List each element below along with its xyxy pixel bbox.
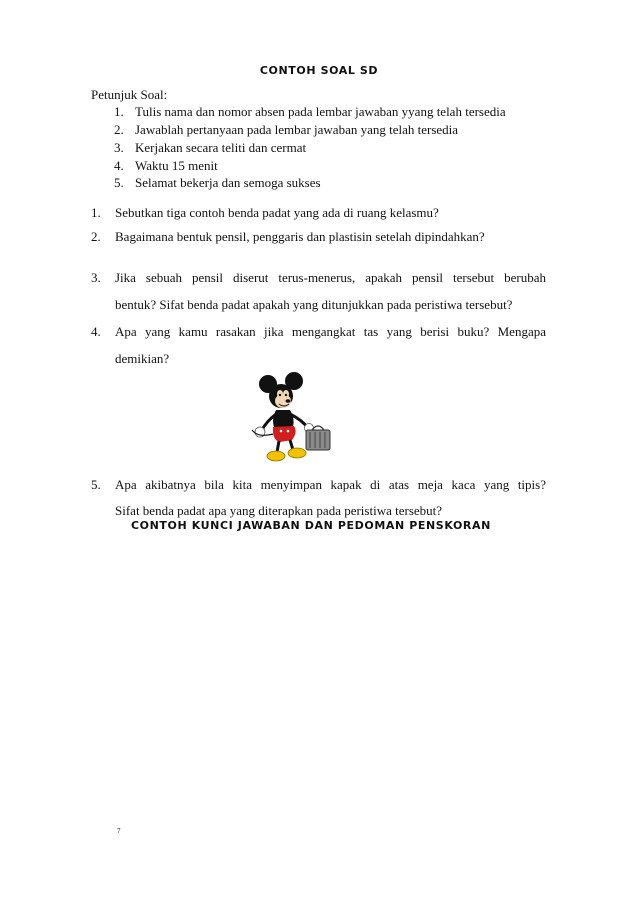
question-text-continued: bentuk? Sifat benda padat apakah yang ditunjukkan pada peristiwa tersebut?	[115, 297, 513, 312]
page-title: CONTOH SOAL SD	[259, 64, 379, 77]
instruction-number: 4.	[114, 158, 124, 173]
instruction-number: 1.	[114, 104, 124, 119]
instruction-number: 3.	[114, 140, 124, 155]
question-text: Apa akibatnya bila kita menyimpan kapak di atas meja kaca yang tipis?	[115, 477, 546, 492]
mickey-mouse-carrying-bag-icon	[246, 372, 338, 464]
question-text: Sebutkan tiga contoh benda padat yang ada di ruang kelasmu?	[115, 205, 439, 220]
instruction-text: Jawablah pertanyaan pada lembar jawaban yang telah tersedia	[135, 122, 459, 137]
question-number: 3.	[91, 270, 101, 285]
instruction-item	[114, 140, 306, 156]
question-number: 4.	[91, 324, 101, 339]
question-text: Jika sebuah pensil diserut terus-menerus, apakah pensil tersebut berubah	[115, 270, 546, 285]
instruction-item	[114, 158, 218, 174]
instruction-text: Waktu 15 menit	[135, 158, 218, 173]
answer-key-heading: CONTOH KUNCI JAWABAN DAN PEDOMAN PENSKORAN	[131, 519, 491, 532]
question-text-continued: Sifat benda padat apa yang diterapkan pada peristiwa tersebut?	[115, 503, 443, 518]
instruction-text: Kerjakan secara teliti dan cermat	[135, 140, 307, 155]
question-text-continued: demikian?	[115, 351, 170, 366]
page-number: 7	[117, 827, 121, 835]
question-text: Apa yang kamu rasakan jika mengangkat tas yang berisi buku? Mengapa	[115, 324, 546, 339]
instruction-item	[114, 104, 506, 120]
question-text: Bagaimana bentuk pensil, penggaris dan plastisin setelah dipindahkan?	[115, 229, 485, 244]
instruction-text: Tulis nama dan nomor absen pada lembar jawaban yyang telah tersedia	[135, 104, 506, 119]
instruction-item	[114, 122, 458, 138]
instruction-item	[114, 175, 321, 191]
instruction-text: Selamat bekerja dan semoga sukses	[135, 175, 321, 190]
instructions-label: Petunjuk Soal:	[91, 87, 168, 102]
instruction-number: 5.	[114, 175, 124, 190]
question-number: 1.	[91, 205, 101, 220]
question-number: 5.	[91, 477, 101, 492]
question-number: 2.	[91, 229, 101, 244]
instruction-number: 2.	[114, 122, 124, 137]
